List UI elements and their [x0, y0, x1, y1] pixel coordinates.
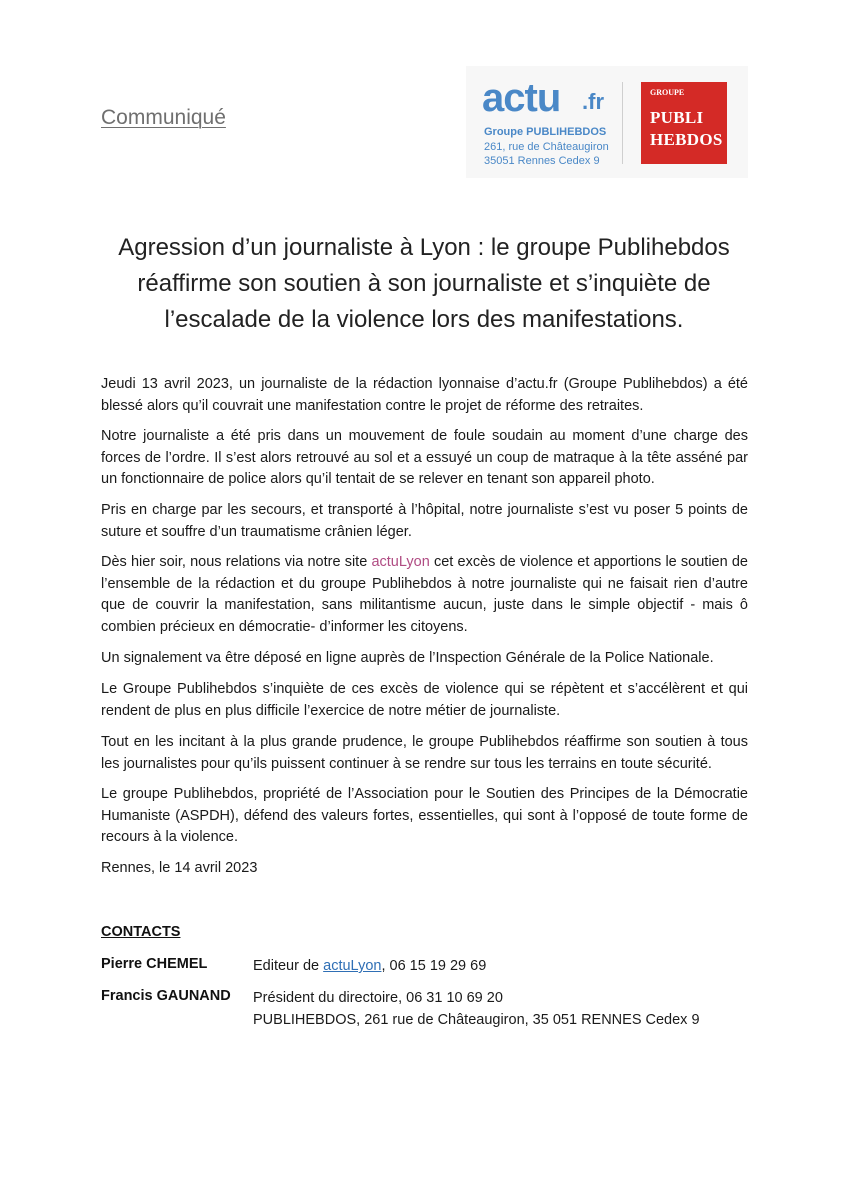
- badge-line1: PUBLI: [650, 108, 704, 127]
- paragraph-2: Notre journaliste a été pris dans un mouvement de foule soudain au moment d’une charge des forces de l’ordre. Il s’est alors retrouvé au sol et a essuyé un coup de matraque à la tête asséné par un fonctionnaire de police alors qu’il tentait de se relever en tenant son appareil photo.: [101, 428, 748, 487]
- logo-actu-text: actu: [482, 76, 561, 120]
- paragraph-7: Tout en les incitant à la plus grande prudence, le groupe Publihebdos réaffirme son soutien à tous les journalistes pour qu’ils puissent continuer à se rendre sur tous les terrains en toute sécurité.: [101, 734, 748, 772]
- contact-1-role: Editeur de: [253, 958, 324, 974]
- contact-2-name: Francis GAUNAND: [101, 988, 231, 1004]
- contact-2-line-1: Président du directoire, 06 31 10 69 20: [253, 990, 503, 1006]
- paragraph-5: Un signalement va être déposé en ligne auprès de l’Inspection Générale de la Police Nationale.: [101, 650, 714, 666]
- contact-2-line-2: PUBLIHEBDOS, 261 rue de Châteaugiron, 35 051 RENNES Cedex 9: [253, 1011, 700, 1028]
- contact-1-phone: , 06 15 19 29 69: [381, 958, 487, 974]
- contact-1-name: Pierre CHEMEL: [101, 956, 208, 972]
- paragraph-8: Le groupe Publihebdos, propriété de l’Association pour le Soutien des Principes de la Démocratie Humaniste (ASPDH), défend des valeurs fortes, essentielles, qui sont à l’opposé de toute forme de recours à la violence.: [101, 786, 748, 845]
- title-line-3: l’escalade de la violence lors des manifestations.: [164, 306, 684, 333]
- logo-fr-text: .fr: [582, 89, 604, 114]
- logo-group-name: Groupe PUBLIHEBDOS: [484, 126, 607, 138]
- contact-actulyon-link[interactable]: actuLyon: [323, 958, 382, 974]
- contacts-heading: CONTACTS: [101, 924, 181, 940]
- paragraph-3: Pris en charge par les secours, et transporté à l’hôpital, notre journaliste s’est vu poser 5 points de suture et souffre d’un traumatisme crânien léger.: [101, 502, 748, 540]
- badge-line2: HEBDOS: [650, 130, 723, 149]
- logo-address-line1: 261, rue de Châteaugiron: [484, 141, 609, 153]
- logo-address-line2: 35051 Rennes Cedex 9: [484, 155, 600, 167]
- title-line-1: Agression d’un journaliste à Lyon : le groupe Publihebdos: [118, 234, 730, 261]
- actulyon-link[interactable]: actuLyon: [371, 554, 430, 570]
- contact-1-info: [253, 956, 486, 978]
- paragraph-6: Le Groupe Publihebdos s’inquiète de ces excès de violence qui se répètent et s’accélèrent et qui rendent de plus en plus difficile l’exercice de notre métier de journaliste.: [101, 681, 748, 719]
- publisher-logo: [466, 66, 748, 178]
- logo-divider: [622, 82, 623, 164]
- press-release-title: [100, 230, 748, 338]
- paragraph-4-start: Dès hier soir, nous relations via notre site: [101, 554, 372, 570]
- signature-date: Rennes, le 14 avril 2023: [101, 860, 258, 876]
- paragraph-1: Jeudi 13 avril 2023, un journaliste de la rédaction lyonnaise d’actu.fr (Groupe Publihebdos) a été blessé alors qu’il couvrait une manifestation contre le projet de réforme des retraites.: [101, 376, 748, 414]
- document-type-label: Communiqué: [101, 106, 226, 129]
- contact-2-info: [253, 988, 700, 1031]
- paragraph-4-end: cet excès de violence et apportions le soutien de l’ensemble de la rédaction et du groupe Publihebdos à notre journaliste qui ne faisait rien d’autre que de couvrir la manifestation, sans militantisme aucun, juste dans le simple objectif - mais ô combien précieux en démocratie- d’informer les citoyens.: [101, 554, 748, 635]
- title-line-2: réaffirme son soutien à son journaliste et s’inquiète de: [137, 270, 711, 297]
- badge-small-text: GROUPE: [650, 88, 685, 97]
- paragraph-4: [101, 552, 748, 638]
- publihebdos-badge: [641, 82, 727, 164]
